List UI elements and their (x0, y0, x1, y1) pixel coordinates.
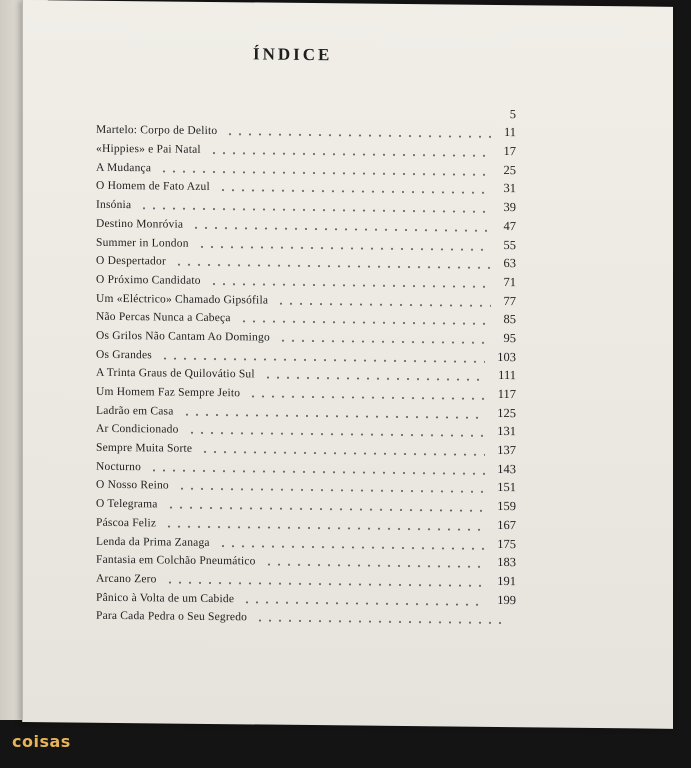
dot-leader (197, 245, 491, 250)
toc-entry-page-number: 125 (497, 405, 516, 420)
table-of-contents (96, 101, 516, 629)
toc-entry-page-number: 63 (503, 256, 516, 271)
dot-leader (139, 207, 491, 213)
dot-leader (165, 581, 485, 586)
dot-leader (182, 413, 485, 418)
dot-leader (177, 488, 485, 493)
toc-entry-title: Lenda da Prima Zanaga (96, 535, 210, 549)
dot-leader (166, 507, 485, 512)
toc-entry-page-number: 143 (497, 461, 516, 476)
toc-entry-title: Um Homem Faz Sempre Jeito (96, 385, 241, 400)
toc-entry-page-number: 39 (503, 200, 516, 215)
toc-entry-page-number: 191 (497, 573, 516, 589)
toc-entry-title: Sempre Muita Sorte (96, 441, 193, 455)
dot-leader (200, 451, 485, 456)
dot-leader (209, 152, 491, 157)
toc-entry-page-number: 17 (503, 144, 516, 159)
toc-entry-title: Summer in London (96, 236, 189, 250)
dot-leader (255, 620, 504, 625)
toc-entry-page-number: 175 (497, 536, 516, 551)
toc-entry-page-number: 111 (498, 368, 516, 383)
toc-entry-title: O Nosso Reino (96, 479, 169, 492)
toc-entry-page-number: 55 (503, 237, 516, 252)
dot-leader (218, 545, 485, 550)
toc-entry-title: Nocturno (96, 460, 142, 473)
toc-entry-page-number: 47 (503, 218, 516, 233)
dot-leader (187, 432, 485, 437)
toc-entry-title: Um «Eléctrico» Chamado Gipsófila (96, 292, 269, 307)
toc-entry-page-number: 159 (497, 499, 516, 514)
toc-entry-page-number: 77 (503, 293, 516, 308)
toc-entry-title: O Próximo Candidato (96, 273, 201, 287)
dot-leader (248, 395, 486, 399)
toc-entry-page-number: 167 (497, 517, 516, 532)
toc-entry-page-number: 85 (503, 312, 516, 327)
toc-entry-title: Os Grandes (96, 348, 152, 361)
dot-leader (263, 377, 486, 381)
toc-entry-title: Pânico à Volta de um Cabide (96, 591, 235, 605)
dot-leader (159, 170, 491, 175)
toc-entry-page-number: 137 (497, 443, 516, 458)
toc-entry-page-number: 199 (497, 592, 516, 607)
toc-entry-title: «Hippies» e Pai Natal (96, 142, 201, 156)
dot-leader (276, 302, 491, 306)
toc-entry-title: Não Percas Nunca a Cabeça (96, 311, 231, 325)
toc-entry-page-number: 183 (497, 555, 516, 570)
toc-entry-title: Insónia (96, 198, 132, 212)
toc-entry-title: Martelo: Corpo de Delito (96, 124, 218, 138)
toc-entry-page-number: 31 (503, 181, 516, 196)
toc-entry-title: Ar Condicionado (96, 423, 179, 437)
toc-entry-title: Ladrão em Casa (96, 404, 174, 418)
watermark-logo: coisas (12, 732, 71, 751)
toc-entry-title: A Trinta Graus de Quilovátio Sul (96, 367, 255, 381)
dot-leader (164, 525, 485, 530)
toc-entry-title: O Despertador (96, 254, 166, 268)
toc-entry-title: Os Grilos Não Cantam Ao Domingo (96, 329, 270, 344)
toc-entry-title: Fantasia em Colchão Pneumático (96, 553, 256, 568)
dot-leader (239, 321, 491, 326)
toc-entry-page-number: 117 (497, 386, 516, 402)
dot-leader (191, 227, 491, 232)
dot-leader (174, 264, 491, 269)
toc-entry-page-number: 71 (503, 274, 516, 290)
toc-entry-title: A Mudança (96, 161, 152, 175)
toc-entry-title: Páscoa Feliz (96, 516, 157, 530)
dot-leader (209, 283, 491, 288)
toc-entry-page-number: 131 (497, 424, 516, 439)
toc-entry-page-number: 103 (497, 349, 516, 364)
toc-entry-page-number: 5 (509, 106, 516, 121)
toc-entry-title: O Telegrama (96, 497, 158, 511)
dot-leader (264, 564, 485, 568)
dot-leader (225, 134, 492, 139)
book-page (22, 0, 673, 729)
dot-leader (278, 340, 491, 344)
page-title: ÍNDICE (253, 44, 333, 65)
toc-entry-title: O Homem de Fato Azul (96, 180, 210, 194)
toc-entry-page-number: 25 (503, 162, 516, 177)
toc-entry-title: Arcano Zero (96, 572, 157, 586)
toc-entry (96, 605, 516, 628)
dot-leader (149, 469, 485, 475)
toc-entry-page-number: 151 (497, 480, 516, 495)
toc-entry-page-number: 11 (503, 125, 516, 140)
dot-leader (160, 357, 485, 362)
toc-entry-page-number: 95 (503, 330, 516, 346)
dot-leader (218, 189, 491, 194)
toc-entry-title: Destino Monróvia (96, 217, 184, 231)
dot-leader (242, 601, 485, 606)
toc-entry-title: Para Cada Pedra o Seu Segredo (96, 610, 248, 624)
